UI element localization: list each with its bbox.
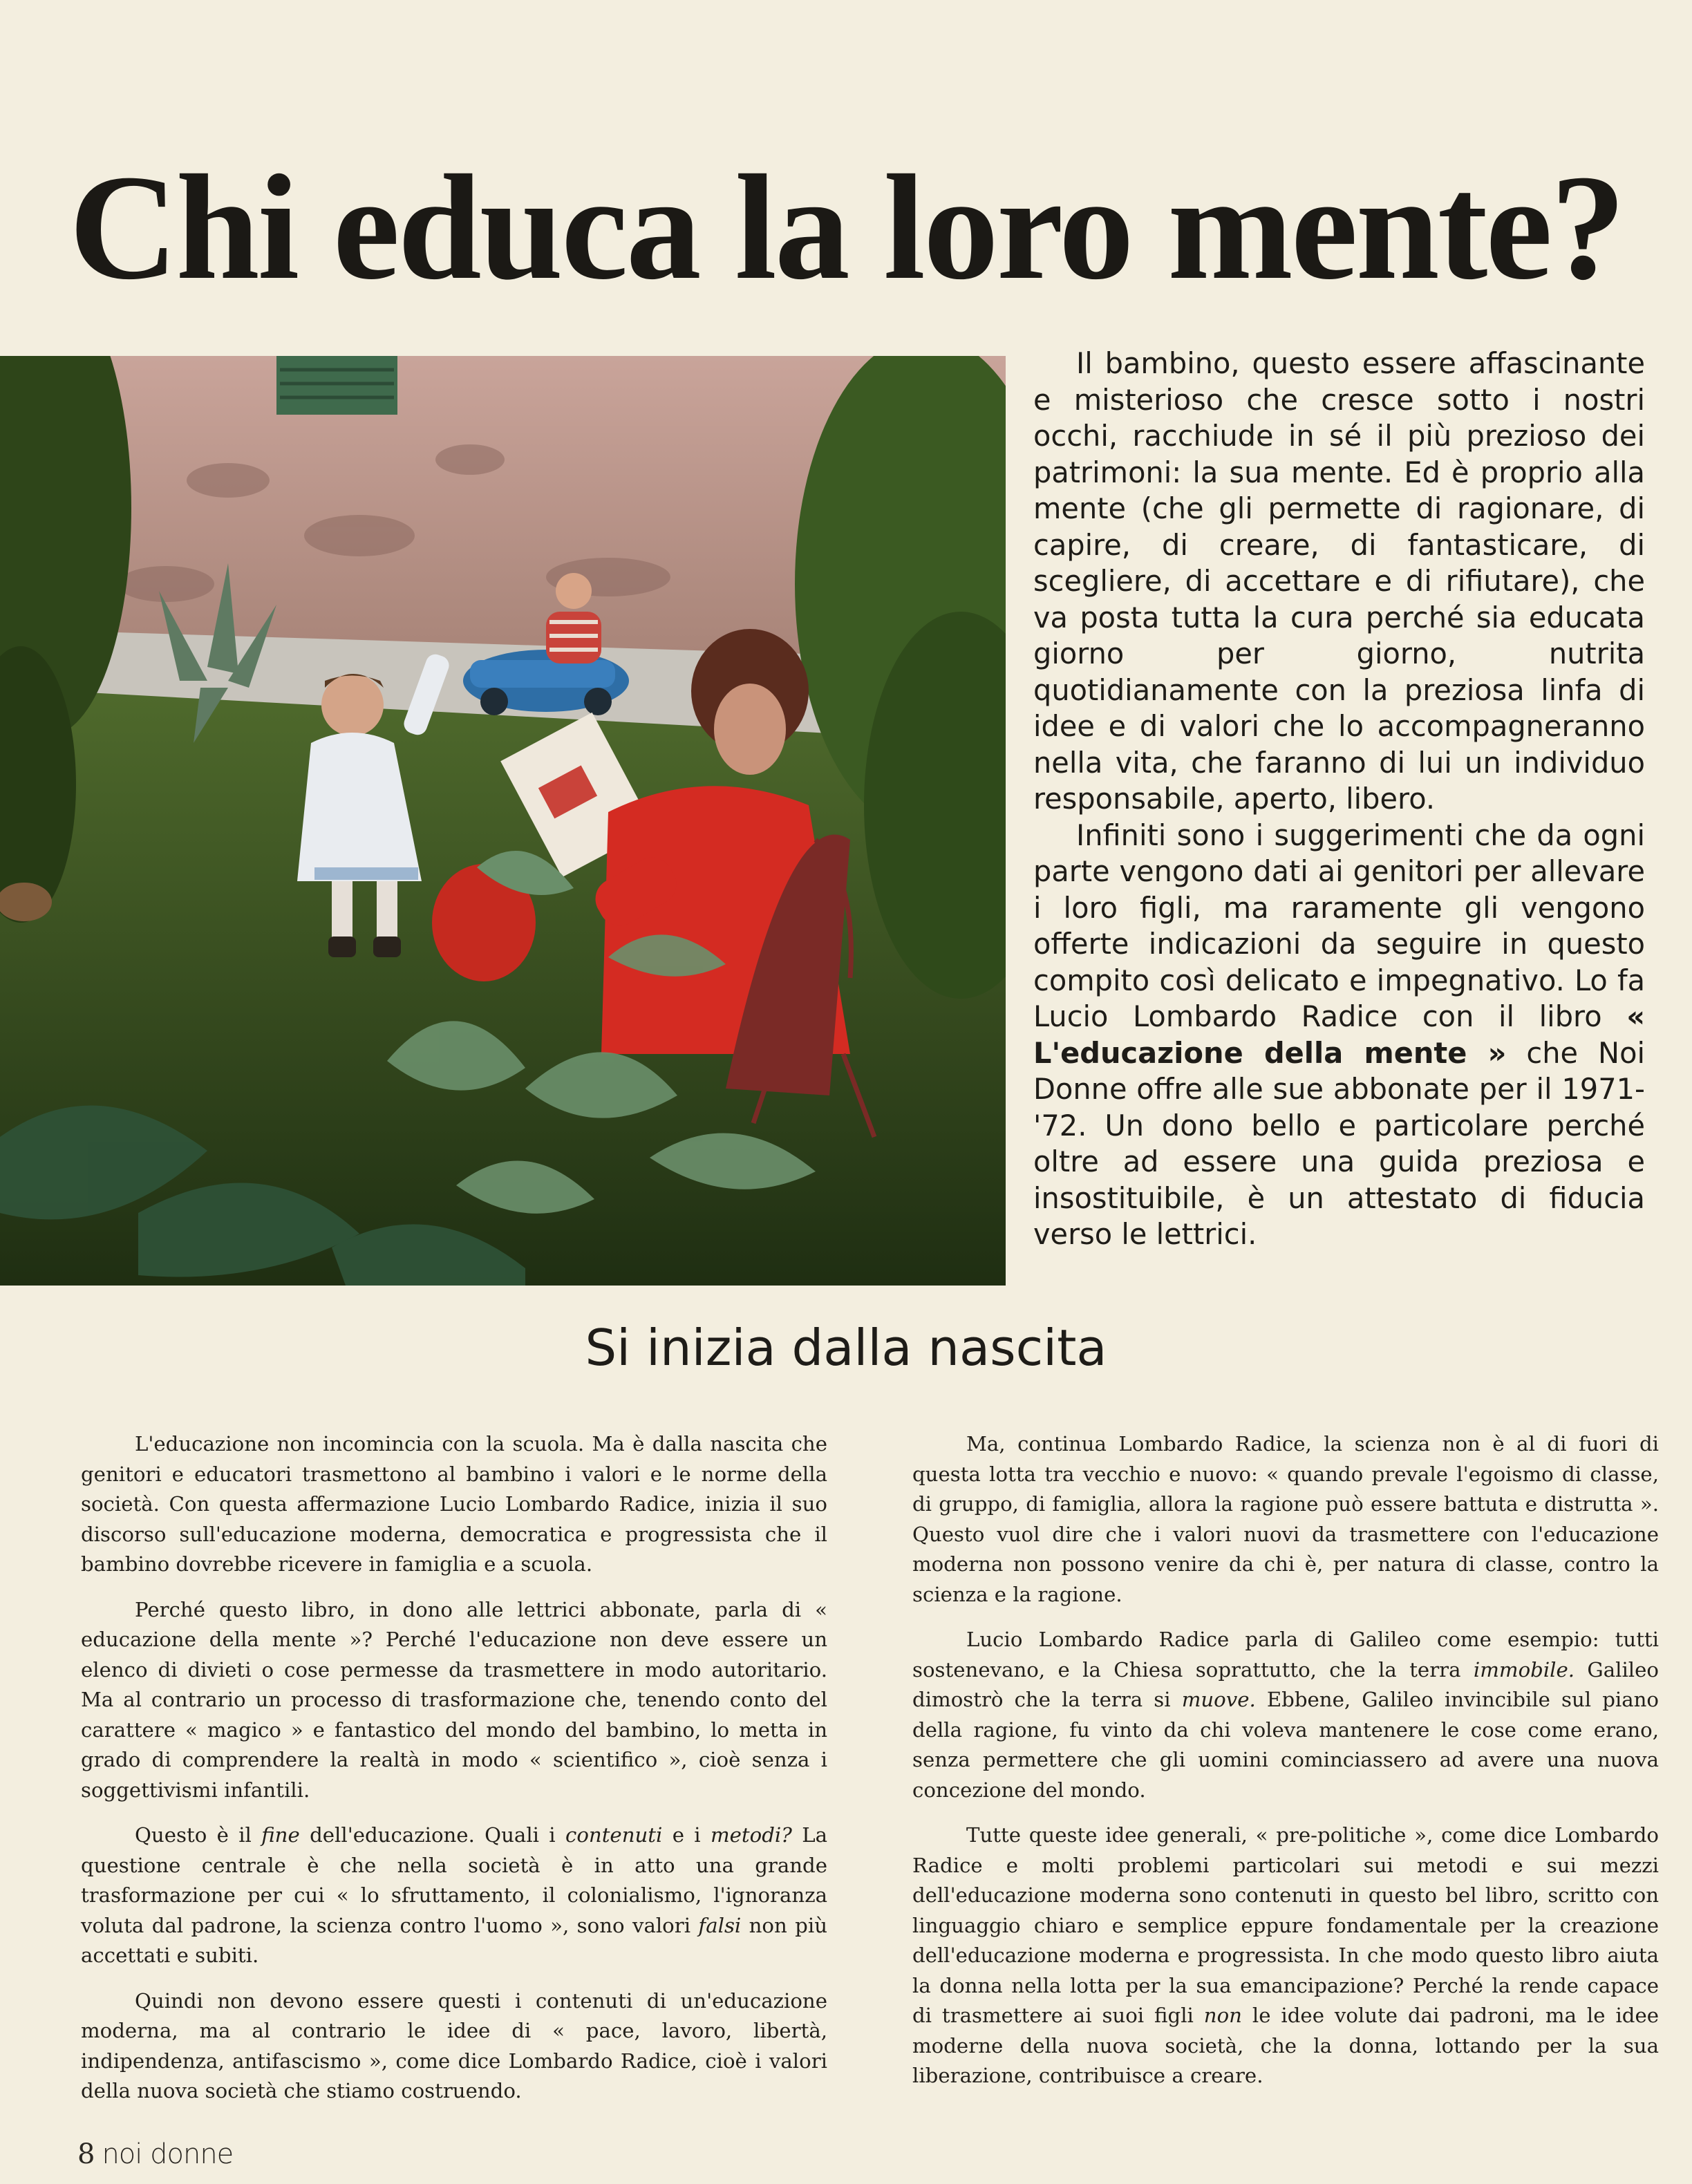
emph-fine: fine <box>261 1823 300 1847</box>
book-title: « L'educazione della mente » <box>1033 999 1645 1070</box>
garden-family-photo <box>0 356 1006 1286</box>
right-p2-a: Lucio Lombardo Radice parla di Galileo come esempio: tutti sostenevano, e la Chiesa soprattutto, che la terra <box>912 1628 1659 1682</box>
right-paragraph-1: Ma, continua Lombardo Radice, la scienza non è al di fuori di questa lotta tra vecchio e nuovo: « quando prevale l'egoismo di classe, di gruppo, di famiglia, allora la ragione può essere battuta e distrutta ». Questo vuol dire che i valori nuovi da trasmettere con l'educazione moderna non possono venire da chi è, per natura di classe, contro la scienza e la ragione. <box>912 1432 1659 1606</box>
right-p3-a: Tutte queste idee generali, « pre-politiche », come dice Lombardo Radice e molti problemi particolari sui metodi e sui mezzi dell'educazione moderna sono contenuti in questo bel libro, scritto con linguaggio chiaro e semplice eppure fondamentale per la creazione dell'educazione moderna e progressista. In che modo questo libro aiuta la donna nella lotta per la sua emancipazione? Perché la rende capace di trasmettere ai suoi figli <box>912 1823 1659 2027</box>
emph-metodi: metodi? <box>710 1823 792 1847</box>
left-p3-e: non più accettati e subiti. <box>81 1913 827 1967</box>
article-title: Chi educa la loro mente? <box>69 144 1624 311</box>
intro-p2-start: Infiniti sono i suggerimenti che da ogni parte vengono dati ai genitori per allevare i loro figli, ma raramente gli vengono offerte indicazioni da seguire in questo compito così delicato e impegnativo. Lo fa Lucio Lombardo Radice con il libro <box>1033 818 1645 1033</box>
emph-falsi: falsi <box>698 1913 742 1937</box>
left-paragraph-3 <box>81 1820 827 1971</box>
left-paragraph-4: Quindi non devono essere questi i contenuti di un'educazione moderna, ma al contrario le idee di « pace, lavoro, libertà, indipendenza, antifascismo », come dice Lombardo Radice, cioè i valori della nuova società che stiamo costruendo. <box>81 1988 827 2102</box>
intro-paragraph-2 <box>1033 818 1645 1253</box>
page-number: 8 <box>77 2138 95 2170</box>
intro-p2-end: che Noi Donne offre alle sue abbonate per il 1971-'72. Un dono bello e particolare perché oltre ad essere una guida preziosa e insostituibile, è un attestato di fiducia verso le lettrici. <box>1033 1035 1645 1251</box>
right-p3-b: le idee volute dai padroni, ma le idee moderne della nuova società, che la donna, lottando per la sua liberazione, contribuisce a creare. <box>912 2004 1660 2087</box>
page-footer <box>77 2138 233 2170</box>
right-paragraph-2 <box>912 1625 1659 1805</box>
right-p2-b: Galileo dimostrò che la terra si <box>912 1657 1659 1711</box>
emph-contenuti: contenuti <box>565 1823 663 1847</box>
left-paragraph-2: Perché questo libro, in dono alle lettrici abbonate, parla di « educazione della mente »? Perché l'educazione non deve essere un elenco di divieti o cose permesse da trasmettere in modo autoritario. Ma al contrario un processo di trasformazione che, tenendo conto del carattere « magico » e fantastico del mondo del bambino, lo metta in grado di comprendere la realtà in modo « scientifico », cioè senza i soggettivismi infantili. <box>81 1597 827 1802</box>
section-subheading: Si inizia dalla nascita <box>585 1319 1107 1377</box>
right-paragraph-3 <box>912 1820 1659 2091</box>
right-p2-c: Ebbene, Galileo invincibile sul piano della ragione, fu vinto da chi voleva mantenere le cose come erano, senza permettere che gli uomini cominciassero ad avere una nuova concezione del mondo. <box>912 1688 1660 1802</box>
emph-immobile: immobile. <box>1473 1657 1575 1682</box>
body-column-left <box>81 1429 827 2122</box>
emph-muove: muove. <box>1181 1688 1256 1711</box>
left-paragraph-1: L'educazione non incomincia con la scuola. Ma è dalla nascita che genitori e educatori trasmettono al bambino i valori e le norme della società. Con questa affermazione Lucio Lombardo Radice, inizia il suo discorso sull'educazione moderna, democratica e progressista che il bambino dovrebbe ricevere in famiglia e a scuola. <box>81 1432 827 1576</box>
magazine-name: noi donne <box>102 2138 234 2170</box>
intro-paragraph-1: Il bambino, questo essere affascinante e misterioso che cresce sotto i nostri occhi, racchiude in sé il più prezioso dei patrimoni: la sua mente. Ed è proprio alla mente (che gli permette di ragionare, di capire, di creare, di fantasticare, di scegliere, di accettare e di rifiutare), che va posta tutta la cura perché sia educata giorno per giorno, nutrita quotidianamente con la preziosa linfa di idee e di valori che lo accompagneranno nella vita, che faranno di lui un individuo responsabile, aperto, libero. <box>1033 346 1645 816</box>
left-p3-d: La questione centrale è che nella società è in atto una grande trasformazione per cui « lo sfruttamento, il colonialismo, l'ignoranza voluta dal padrone, la scienza contro l'uomo », sono valori <box>81 1823 827 1937</box>
intro-text <box>1033 346 1645 1253</box>
left-p3-b: dell'educazione. Quali i <box>299 1823 565 1847</box>
emph-non: non <box>1203 2004 1242 2027</box>
left-p3-a: Questo è il <box>135 1823 262 1847</box>
left-p3-c: e i <box>662 1823 711 1847</box>
body-column-right <box>912 1429 1659 2107</box>
